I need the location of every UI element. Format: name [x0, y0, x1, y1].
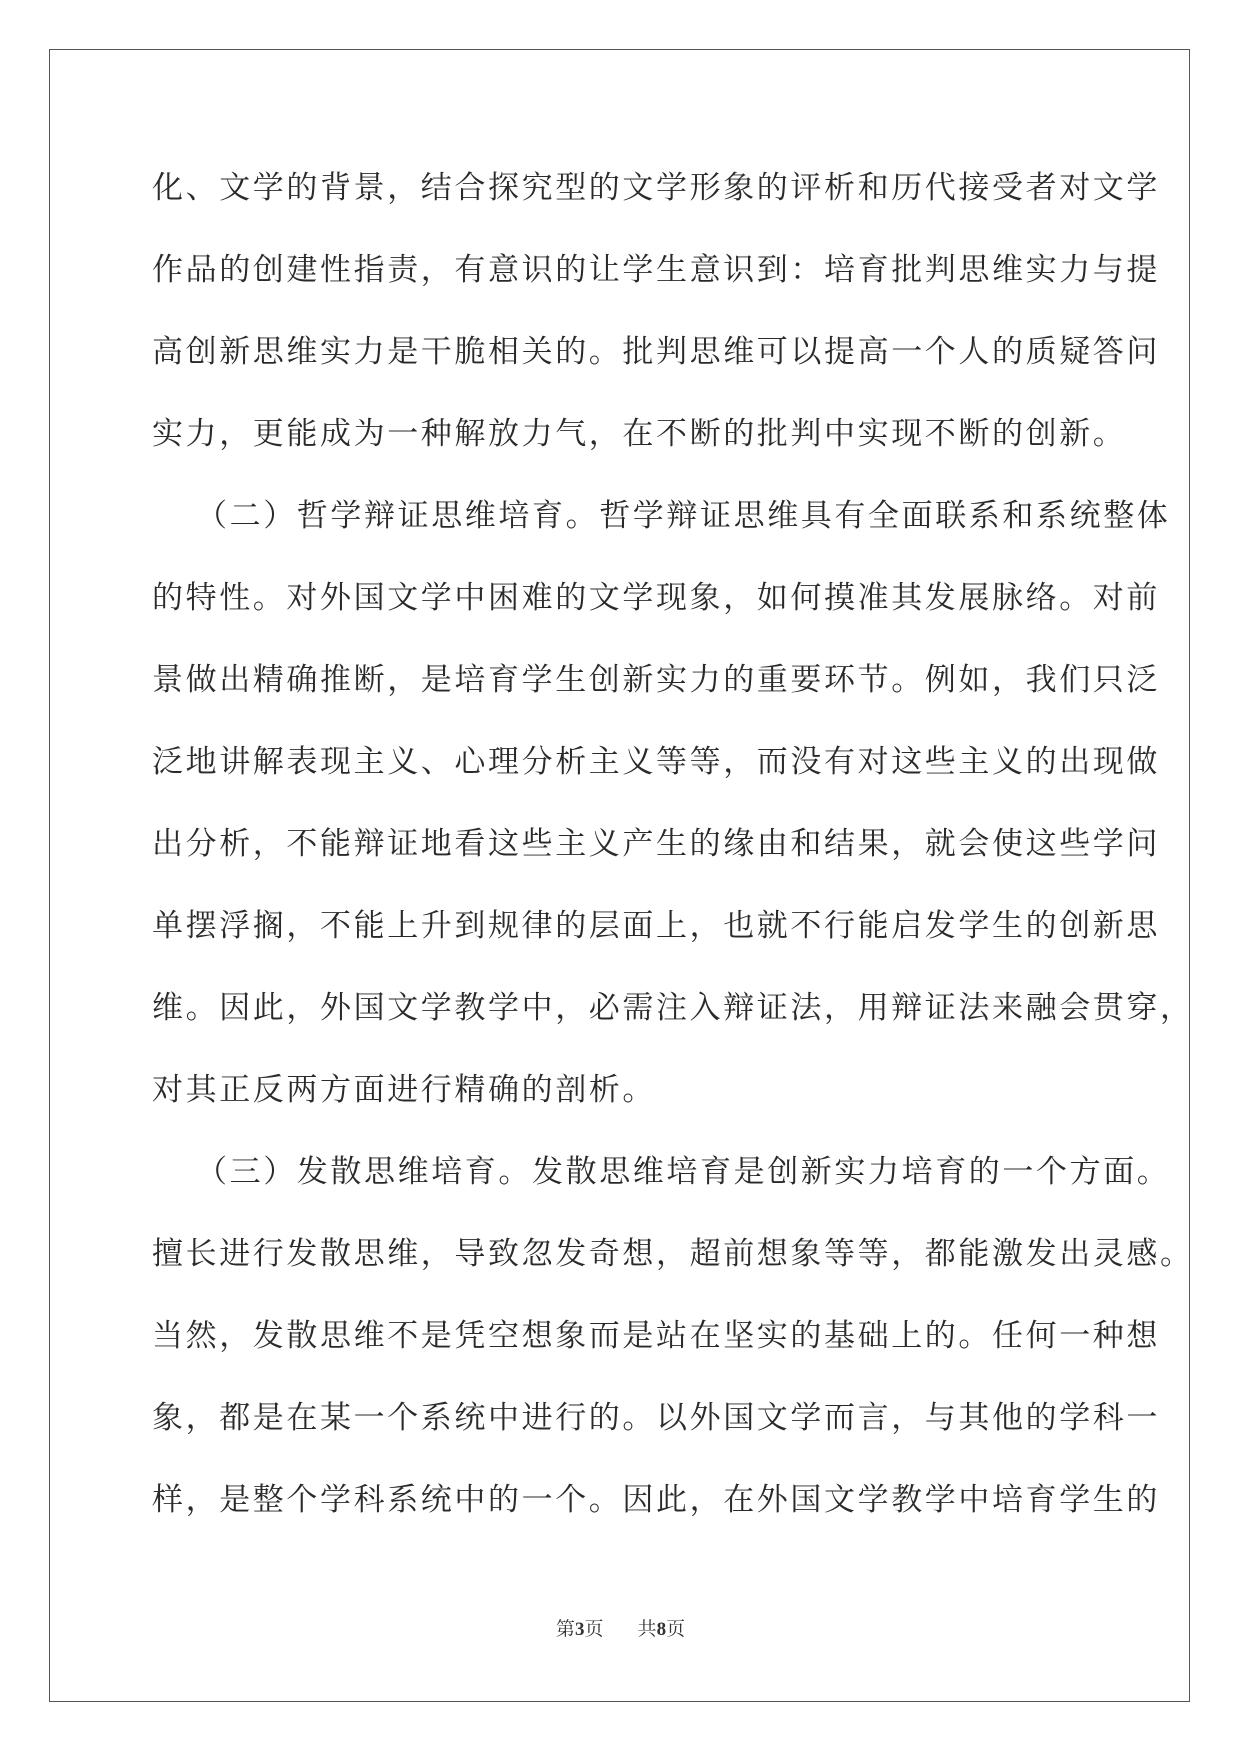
body-line: 出分析，不能辩证地看这些主义产生的缘由和结果，就会使这些学问	[152, 826, 1160, 862]
section-heading-three: （三）发散思维培育。发散思维培育是创新实力培育的一个方面。	[196, 1154, 1171, 1190]
page-border	[49, 49, 1194, 1702]
body-line: 化、文学的背景，结合探究型的文学形象的评析和历代接受者对文学	[152, 170, 1160, 206]
page-total: 共8页	[637, 1618, 686, 1640]
body-line: 对其正反两方面进行精确的剖析。	[152, 1072, 656, 1108]
body-line: 维。因此，外国文学教学中，必需注入辩证法，用辩证法来融会贯穿，	[152, 990, 1194, 1026]
section-heading-two: （二）哲学辩证思维培育。哲学辩证思维具有全面联系和系统整体	[196, 498, 1171, 534]
body-line: 泛地讲解表现主义、心理分析主义等等，而没有对这些主义的出现做	[152, 744, 1160, 780]
body-line: 单摆浮搁，不能上升到规律的层面上，也就不行能启发学生的创新思	[152, 908, 1160, 944]
body-line: 当然，发散思维不是凭空想象而是站在坚实的基础上的。任何一种想	[152, 1318, 1160, 1354]
body-line: 实力，更能成为一种解放力气，在不断的批判中实现不断的创新。	[152, 416, 1127, 452]
body-line: 的特性。对外国文学中困难的文学现象，如何摸准其发展脉络。对前	[152, 580, 1160, 616]
body-line: 象，都是在某一个系统中进行的。以外国文学而言，与其他的学科一	[152, 1400, 1160, 1436]
body-line: 作品的创建性指责，有意识的让学生意识到：培育批判思维实力与提	[152, 252, 1160, 288]
body-line: 样，是整个学科系统中的一个。因此，在外国文学教学中培育学生的	[152, 1482, 1160, 1518]
body-line: 景做出精确推断，是培育学生创新实力的重要环节。例如，我们只泛	[152, 662, 1160, 698]
body-line: 高创新思维实力是干脆相关的。批判思维可以提高一个人的质疑答问	[152, 334, 1160, 370]
page-footer	[0, 1617, 1241, 1642]
page-number: 第3页	[555, 1618, 604, 1640]
body-line: 擅长进行发散思维，导致忽发奇想，超前想象等等，都能激发出灵感。	[152, 1236, 1194, 1272]
